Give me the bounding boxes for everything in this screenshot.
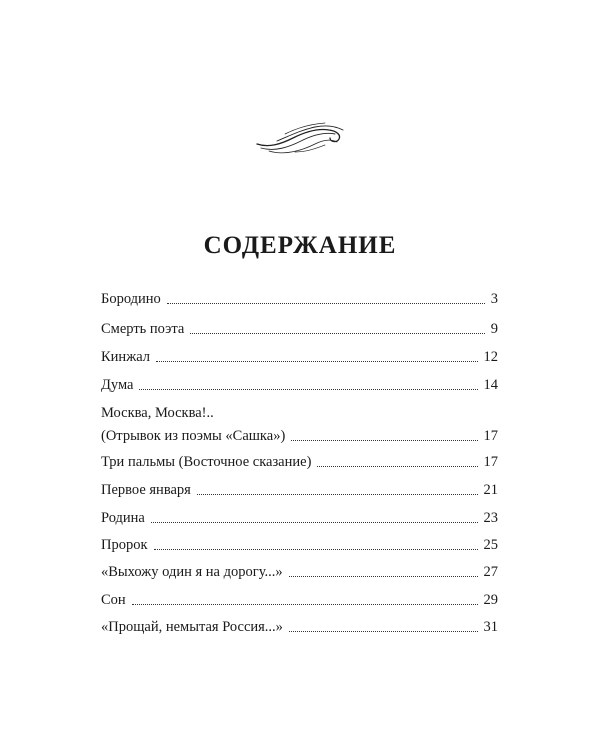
toc-entry-page: 17 xyxy=(483,428,498,444)
toc-entry[interactable] xyxy=(101,290,498,308)
toc-entry-page: 31 xyxy=(483,619,498,635)
toc-entry-title: Пророк xyxy=(101,537,148,553)
toc-leader-dots xyxy=(291,440,477,441)
toc-entry-page: 12 xyxy=(483,349,498,365)
toc-leader-dots xyxy=(289,576,478,577)
toc-entry[interactable] xyxy=(101,618,498,636)
toc-leader-dots xyxy=(151,522,478,523)
toc-entry-title: Смерть поэта xyxy=(101,321,185,337)
toc-entry-title: «Прощай, немытая Россия...» xyxy=(101,619,283,635)
toc-leader-dots xyxy=(289,631,478,632)
toc-entry-title: Дума xyxy=(101,377,134,393)
toc-entry-page: 14 xyxy=(483,377,498,393)
toc-entry[interactable] xyxy=(101,453,498,471)
flourish-ornament-icon xyxy=(255,118,347,158)
toc-entry[interactable] xyxy=(101,591,498,609)
toc-entry[interactable] xyxy=(101,405,498,445)
toc-entry[interactable] xyxy=(101,509,498,527)
toc-entry-title: Сон xyxy=(101,592,126,608)
toc-entry[interactable] xyxy=(101,563,498,581)
toc-leader-dots xyxy=(190,333,484,334)
toc-entry[interactable] xyxy=(101,376,498,394)
toc-entry-page: 17 xyxy=(483,454,498,470)
toc-leader-dots xyxy=(156,361,477,362)
toc-entry-page: 21 xyxy=(483,482,498,498)
toc-leader-dots xyxy=(154,549,478,550)
toc-entry-title: (Отрывок из поэмы «Сашка») xyxy=(101,428,286,444)
toc-entry-page: 25 xyxy=(483,537,498,553)
toc-leader-dots xyxy=(167,303,485,304)
toc-leader-dots xyxy=(197,494,478,495)
toc-entry-title: Бородино xyxy=(101,291,161,307)
page-title: СОДЕРЖАНИЕ xyxy=(203,232,397,259)
toc-entry[interactable] xyxy=(101,348,498,366)
toc-entry-page: 9 xyxy=(490,321,498,337)
toc-entry-title: Первое января xyxy=(101,482,191,498)
toc-leader-dots xyxy=(139,389,477,390)
toc-entry-title: Три пальмы (Восточное сказание) xyxy=(101,454,312,470)
toc-entry-title: Кинжал xyxy=(101,349,151,365)
toc-entry-page: 23 xyxy=(483,510,498,526)
toc-entry[interactable] xyxy=(101,320,498,338)
toc-entry-title: Родина xyxy=(101,510,145,526)
toc-entry-pre-title: Москва, Москва!.. xyxy=(101,405,214,421)
toc-entry-page: 3 xyxy=(490,291,498,307)
toc-entry[interactable] xyxy=(101,481,498,499)
toc-leader-dots xyxy=(317,466,477,467)
toc-entry-title: «Выхожу один я на дорогу...» xyxy=(101,564,283,580)
toc-entry[interactable] xyxy=(101,536,498,554)
toc-leader-dots xyxy=(132,604,478,605)
toc-entry-page: 27 xyxy=(483,564,498,580)
toc-entry-page: 29 xyxy=(483,592,498,608)
